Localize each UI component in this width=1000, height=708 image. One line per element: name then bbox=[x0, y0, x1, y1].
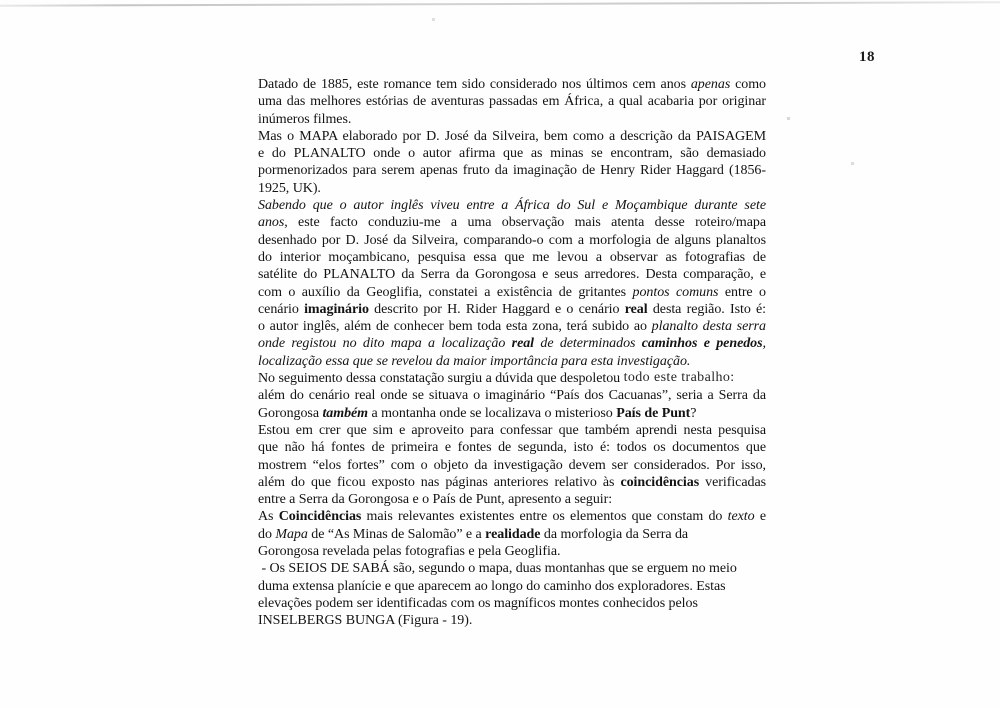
text-line bbox=[258, 335, 766, 352]
text-segment: - Os SEIOS DE SABÁ são, segundo o mapa, duas montanhas que se erguem no meio bbox=[258, 561, 737, 577]
text-segment: Mapa bbox=[275, 526, 308, 542]
text-segment: apenas bbox=[690, 77, 731, 92]
text-segment: mais relevantes existentes entre os elementos que constam do bbox=[361, 509, 728, 525]
text-segment: imaginário bbox=[304, 301, 369, 317]
text-segment: ? bbox=[690, 405, 697, 421]
text-line bbox=[258, 457, 766, 474]
scan-edge-artifact bbox=[0, 1, 1000, 7]
text-line bbox=[258, 232, 766, 249]
text-segment: como bbox=[730, 77, 766, 92]
text-line bbox=[258, 370, 766, 387]
text-line bbox=[258, 405, 766, 422]
text-segment: realidade bbox=[485, 526, 541, 542]
text-line bbox=[258, 578, 766, 595]
text-segment: e do PLANALTO onde o autor afirma que as minas se encontram, são demasiado bbox=[258, 146, 766, 162]
text-segment: Estou em crer que sim e aproveito para confessar que também aprendi nesta pesquisa bbox=[258, 422, 766, 438]
text-line bbox=[258, 387, 766, 404]
text-line bbox=[258, 595, 766, 612]
text-line bbox=[258, 560, 766, 577]
text-segment: 1925, UK). bbox=[258, 180, 321, 196]
text-segment: do bbox=[258, 526, 276, 542]
text-segment: mostrem “elos fortes” com o objeto da investigação devem ser considerados. Por isso, bbox=[258, 457, 766, 473]
text-segment: anos bbox=[258, 215, 285, 231]
text-line bbox=[258, 145, 766, 162]
text-line bbox=[258, 543, 766, 560]
text-segment: entre a Serra da Gorongosa e o País de Punt, apresento a seguir: bbox=[258, 492, 613, 508]
text-segment: Datado de 1885, este romance tem sido considerado nos últimos cem anos bbox=[258, 77, 691, 92]
text-segment: No seguimento dessa constatação surgiu a dúvida que despoletou bbox=[258, 371, 624, 387]
text-segment: texto bbox=[727, 509, 755, 525]
text-segment: real bbox=[624, 301, 648, 317]
text-line bbox=[258, 526, 766, 543]
text-segment: Coincidências bbox=[278, 509, 362, 525]
text-segment: planalto desta serra bbox=[651, 319, 766, 335]
text-line bbox=[258, 197, 766, 214]
text-segment: As bbox=[258, 509, 279, 525]
text-segment: do interior moçambicano, pesquisa essa que me levou a observar as fotografias de bbox=[258, 249, 766, 265]
text-segment: INSELBERGS BUNGA (Figura - 19). bbox=[258, 613, 473, 629]
text-segment: , este facto conduziu-me a uma observação mais atenta desse roteiro/mapa bbox=[284, 215, 766, 231]
text-segment: real bbox=[511, 336, 535, 352]
text-segment: descrito por H. Rider Haggard e o cenário bbox=[368, 301, 625, 317]
text-segment: desta região. Isto é: bbox=[647, 301, 767, 317]
text-segment: verificadas bbox=[699, 474, 767, 490]
text-segment: a montanha onde se localizava o misterioso bbox=[368, 405, 617, 421]
text-line bbox=[258, 284, 766, 301]
page-number: 18 bbox=[859, 49, 875, 65]
text-line bbox=[258, 474, 766, 491]
text-segment: com o auxílio da Geoglifia, constatei a existência de gritantes bbox=[258, 284, 633, 300]
text-segment: elevações podem ser identificadas com os magníficos montes conhecidos pelos bbox=[258, 595, 698, 611]
text-segment: que não há fontes de primeira e fontes de segunda, isto é: todos os documentos que bbox=[258, 440, 766, 456]
text-segment: entre o bbox=[718, 284, 766, 300]
text-line bbox=[258, 318, 766, 335]
text-segment: duma extensa planície e que aparecem ao longo do caminho dos exploradores. Estas bbox=[258, 578, 726, 594]
text-segment: caminhos e penedos bbox=[641, 336, 763, 352]
text-line bbox=[258, 128, 766, 145]
text-segment: País de Punt bbox=[616, 405, 691, 421]
text-line bbox=[258, 612, 766, 629]
text-segment: também bbox=[322, 405, 369, 421]
text-segment: da morfologia da Serra da bbox=[540, 526, 689, 542]
text-segment: de determinados bbox=[534, 336, 642, 352]
text-segment: e bbox=[754, 509, 766, 525]
text-segment: Gorongosa revelada pelas fotografias e pela Geoglifia. bbox=[258, 544, 561, 560]
text-line bbox=[258, 76, 766, 93]
text-segment: todo este trabalho: bbox=[623, 370, 735, 386]
text-line bbox=[258, 439, 766, 456]
text-segment: além do cenário real onde se situava o imaginário “País dos Cacuanas”, seria a Serra da bbox=[258, 388, 766, 404]
text-segment: , bbox=[762, 336, 766, 352]
text-line bbox=[258, 422, 766, 439]
text-segment: o autor inglês, além de conhecer bem toda esta zona, terá subido ao bbox=[258, 319, 652, 335]
text-line bbox=[258, 249, 766, 266]
text-segment: de “As Minas de Salomão” e a bbox=[307, 526, 486, 542]
text-segment: coincidências bbox=[620, 474, 700, 490]
text-line bbox=[258, 266, 766, 283]
text-line bbox=[258, 180, 766, 197]
text-segment: além do que ficou exposto nas páginas anteriores relativo às bbox=[258, 474, 621, 490]
text-line bbox=[258, 93, 766, 110]
text-segment: Sabendo que o autor inglês viveu entre a África do Sul e Moçambique durante sete bbox=[258, 198, 766, 214]
text-segment: cenário bbox=[258, 301, 305, 317]
text-line bbox=[258, 491, 766, 508]
text-segment: pormenorizados para serem apenas fruto da imaginação de Henry Rider Haggard (1856- bbox=[258, 163, 766, 179]
text-line bbox=[258, 111, 766, 128]
text-segment: satélite do PLANALTO da Serra da Gorongosa e seus arredores. Desta comparação, e bbox=[258, 267, 766, 283]
text-segment: pontos comuns bbox=[632, 284, 719, 300]
text-segment: inúmeros filmes. bbox=[258, 111, 352, 127]
text-line bbox=[258, 508, 766, 525]
text-segment: onde registou no dito mapa a localização bbox=[258, 336, 512, 352]
text-segment: Gorongosa bbox=[258, 405, 323, 421]
text-line bbox=[258, 214, 766, 231]
text-line bbox=[258, 353, 766, 370]
scan-specks bbox=[0, 0, 1, 1]
document-text bbox=[258, 76, 766, 630]
text-line bbox=[258, 162, 766, 179]
text-segment: uma das melhores estórias de aventuras passadas em África, a qual acabaria por originar bbox=[258, 94, 766, 110]
text-line bbox=[258, 301, 766, 318]
text-segment: desenhado por D. José da Silveira, comparando-o com a morfologia de alguns planaltos bbox=[258, 232, 766, 248]
text-segment: localização essa que se revelou da maior importância para esta investigação. bbox=[258, 353, 691, 369]
text-segment: Mas o MAPA elaborado por D. José da Silveira, bem como a descrição da PAISAGEM bbox=[258, 128, 766, 144]
